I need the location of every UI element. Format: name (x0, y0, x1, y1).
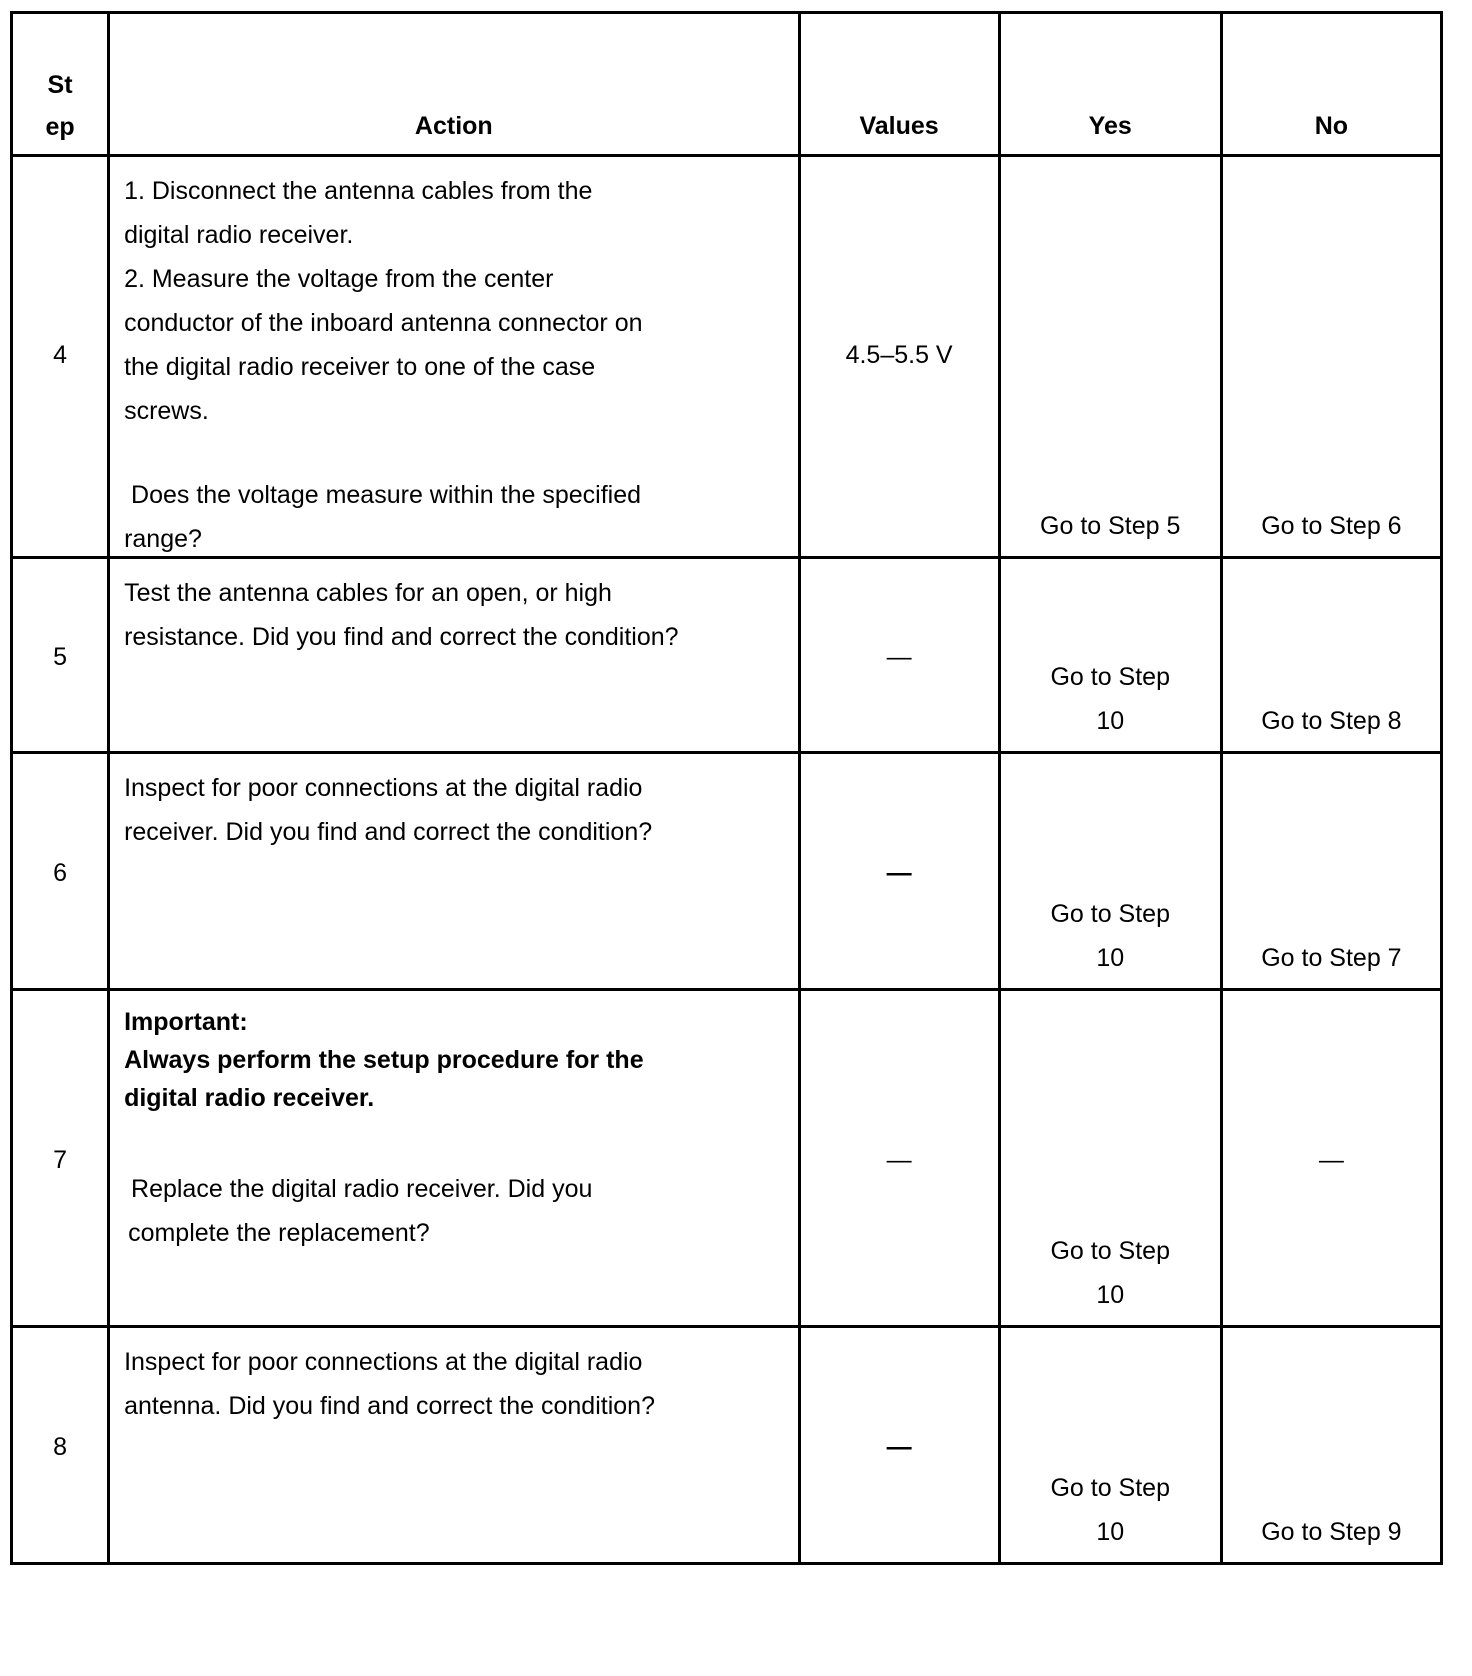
important-line: Always perform the setup procedure for the (124, 1046, 644, 1074)
yes-goto-line1: Go to Step (1050, 1237, 1170, 1265)
action-line: Replace the digital radio receiver. Did you (124, 1175, 593, 1203)
values-text: — (886, 1146, 912, 1174)
values-cell (799, 156, 999, 558)
values-text: — (886, 1433, 912, 1461)
action-line: Test the antenna cables for an open, or high (124, 579, 612, 607)
values-cell (799, 1327, 999, 1564)
yes-cell (999, 990, 1221, 1327)
yes-goto-step (1001, 1466, 1220, 1554)
step-number: 8 (53, 1433, 67, 1461)
yes-goto-line1: Go to Step (1050, 663, 1170, 691)
important-line: digital radio receiver. (124, 1084, 375, 1112)
header-step (12, 13, 109, 156)
question-line: Does the voltage measure within the specified (124, 481, 642, 509)
step-cell (12, 156, 109, 558)
action-cell (109, 753, 799, 990)
yes-cell (999, 156, 1221, 558)
yes-goto-line1: Go to Step (1050, 1474, 1170, 1502)
action-cell (109, 1327, 799, 1564)
no-goto-step: Go to Step 6 (1261, 512, 1402, 540)
action-cell (109, 990, 799, 1327)
header-no-label: No (1314, 112, 1349, 140)
header-values-label: Values (859, 112, 939, 140)
step-cell (12, 753, 109, 990)
table-row (12, 1327, 1442, 1564)
header-action-label: Action (414, 112, 493, 140)
no-cell (1221, 1327, 1441, 1564)
diagnostic-table (10, 11, 1443, 1565)
table-row (12, 558, 1442, 753)
header-yes-label: Yes (1088, 112, 1132, 140)
action-line: antenna. Did you find and correct the condition? (124, 1392, 655, 1420)
yes-cell (999, 558, 1221, 753)
yes-cell (999, 1327, 1221, 1564)
no-cell (1221, 990, 1441, 1327)
no-goto-step: Go to Step 8 (1261, 707, 1402, 735)
header-step-line1: St (47, 71, 73, 99)
yes-goto-line2: 10 (1096, 1518, 1125, 1546)
yes-goto-step: Go to Step 5 (1040, 512, 1181, 540)
values-text: 4.5–5.5 V (845, 341, 953, 369)
action-line: digital radio receiver. (124, 221, 354, 249)
yes-goto-line1: Go to Step (1050, 900, 1170, 928)
header-yes (999, 13, 1221, 156)
action-line: screws. (124, 397, 209, 425)
yes-goto-line2: 10 (1096, 944, 1125, 972)
table-row (12, 753, 1442, 990)
action-line: resistance. Did you find and correct the condition? (124, 623, 679, 651)
yes-goto-step (1001, 655, 1220, 743)
step-number: 6 (53, 859, 67, 887)
action-line: conductor of the inboard antenna connector on (124, 309, 643, 337)
step-cell (12, 990, 109, 1327)
values-text: — (886, 643, 912, 671)
action-line: complete the replacement? (128, 1219, 430, 1247)
action-line: the digital radio receiver to one of the case (124, 353, 596, 381)
table-row (12, 156, 1442, 558)
yes-goto-line2: 10 (1096, 707, 1125, 735)
yes-goto-step (1001, 892, 1220, 980)
header-no (1221, 13, 1441, 156)
yes-cell (999, 753, 1221, 990)
no-cell (1221, 558, 1441, 753)
no-cell (1221, 753, 1441, 990)
step-number: 7 (53, 1146, 67, 1174)
important-label: Important: (124, 1008, 248, 1036)
header-step-line2: ep (45, 113, 75, 141)
action-cell (109, 156, 799, 558)
header-action (109, 13, 799, 156)
values-cell (799, 558, 999, 753)
action-line: 1. Disconnect the antenna cables from the (124, 177, 593, 205)
values-text: — (886, 859, 912, 887)
header-row (12, 13, 1442, 156)
action-line: Inspect for poor connections at the digital radio (124, 774, 643, 802)
action-line: Inspect for poor connections at the digital radio (124, 1348, 643, 1376)
step-cell (12, 1327, 109, 1564)
no-goto-step: Go to Step 7 (1261, 944, 1402, 972)
table-row (12, 990, 1442, 1327)
no-cell (1221, 156, 1441, 558)
step-number: 4 (53, 341, 67, 369)
step-cell (12, 558, 109, 753)
question-line: range? (124, 525, 202, 553)
step-number: 5 (53, 643, 67, 671)
values-cell (799, 990, 999, 1327)
no-goto-step: Go to Step 9 (1261, 1518, 1402, 1546)
header-values (799, 13, 999, 156)
yes-goto-step (1001, 1229, 1220, 1317)
action-cell (109, 558, 799, 753)
action-line: 2. Measure the voltage from the center (124, 265, 554, 293)
yes-goto-line2: 10 (1096, 1281, 1125, 1309)
values-cell (799, 753, 999, 990)
no-goto-step: — (1318, 1146, 1344, 1174)
action-line: receiver. Did you find and correct the condition? (124, 818, 653, 846)
